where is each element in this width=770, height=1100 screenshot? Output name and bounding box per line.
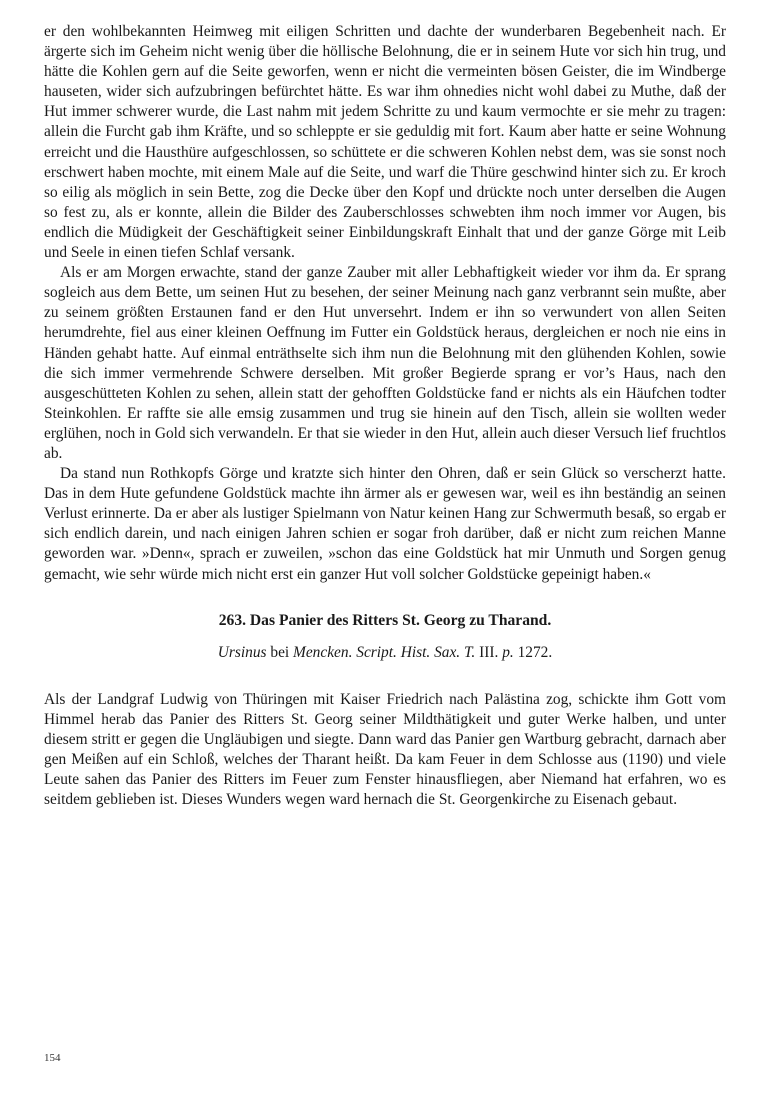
section-heading: 263. Das Panier des Ritters St. Georg zu Tharand. [218, 611, 552, 629]
source-work: Mencken. Script. Hist. Sax. T. [293, 643, 476, 661]
page-body [44, 22, 726, 810]
source-volume: III. [475, 643, 503, 661]
section-text: Als der Landgraf Ludwig von Thüringen mit Kaiser Friedrich nach Palästina zog, schickte ihm Gott vom Himmel herab das Panier des Ritters St. Georg seiner Mildthätigkeit und guter Werke halben, und unter diesem stritt er gegen die Ungläubigen und siegte. Dann ward das Panier gen Wartburg gebracht, darnach aber gen Meißen auf ein Schloß, welches der Tharant heißt. Da kam Feuer in dem Schlosse aus (1190) und viele Leute sahen das Panier des Ritters im Feuer zum Fenster hinausfliegen, aber Niemand hat erfahren, wo es seitdem geblieben ist. Dieses Wunders wegen ward hernach die St. Georgenkirche zu Eisenach gebaut. [44, 690, 726, 809]
paragraph-conclusion: Da stand nun Rothkopfs Görge und kratzte sich hinter den Ohren, daß er sein Glück so verscherzt hatte. Das in dem Hute gefundene Goldstück machte ihn ärmer als er gewesen war, weil es ihn beständig an seinen Verlust erinnerte. Da er aber als lustiger Spielmann von Natur keinen Hang zur Schwermuth besaß, so ergab er sich endlich darein, und nach einigen Jahren schien er sogar froh darüber, daß er nicht zum reichen Manne geworden war. »Denn«, sprach er zuweilen, »schon das eine Goldstück hat mir Unmuth und Sorgen genug gemacht, wie sehr würde mich nicht erst ein ganzer Hut voll solcher Goldstücke gepeinigt haben.« [44, 465, 726, 583]
source-author: Ursinus [217, 643, 267, 661]
section-source [44, 643, 726, 663]
source-connector: bei [266, 643, 294, 661]
source-page: 1272. [513, 643, 553, 661]
page-number: 154 [44, 1052, 61, 1064]
paragraph-continuation: er den wohlbekannten Heimweg mit eiligen Schritten und dachte der wunderbaren Begebenheit nach. Er ärgerte sich im Geheim nicht wenig über die höllische Belohnung, die er in seinem Hute vor sich hin trug, und hätte die Kohlen gern auf die Seite geworfen, wenn er nicht die vermeinten bösen Geister, die im Windberge hauseten, wider sich aufzubringen befürchtet hätte. Es war ihm ohnedies nicht wohl dabei zu Muthe, daß der Hut immer schwerer wurde, die Last nahm mit jedem Schritte zu und kaum vermochte er sie mehr zu tragen: allein die Furcht gab ihm Kräfte, und so schleppte er sie geduldig mit fort. Kaum aber hatte er seine Wohnung erreicht und die Hausthüre aufgeschlossen, so schüttete er die schweren Kohlen nebst dem, was sie sonst noch erschwert haben mochte, mit einem Male auf die Seite, und warf die Thüre geschwind hinter sich zu. Er kroch so eilig als möglich in sein Bette, zog die Decke über den Kopf und drückte noch unter derselben die Augen so fest zu, als er konnte, allein die Bilder des Zauberschlosses schwebten ihm noch immer vor Augen, bis endlich die Müdigkeit der Geschäftigkeit seiner Einbildungskraft Einhalt that und der ganze Görge mit Leib und Seele in einen tiefen Schlaf versank. [44, 23, 726, 262]
paragraph-morning: Als er am Morgen erwachte, stand der ganze Zauber mit aller Lebhaftigkeit wieder vor ihm da. Er sprang sogleich aus dem Bette, um seinen Hut zu besehen, der seiner Meinung nach ganz verbrannt sein mußte, aber zu seinem größten Erstaunen fand er den Hut unversehrt. Indem er ihn so verwundert von allen Seiten herumdrehte, fiel aus einer kleinen Oeffnung im Futter ein Goldstück heraus, dergleichen er noch nie eins in Händen gehabt hatte. Auf einmal enträthselte sich ihm nun die Belohnung mit den glühenden Kohlen, sowie die sich immer vermehrende Schwere derselben. Mit großer Begierde sprang er vor’s Haus, nach den ausgeschütteten Kohlen zu sehen, allein statt der gehofften Goldstücke fand er nichts als ein Häufchen todter Steinkohlen. Er raffte sie alle emsig zusammen und trug sie hinein auf den Tisch, allein sie wollten weder erglühen, noch in Gold sich verwandeln. Er that sie wieder in den Hut, allein auch dieser Versuch lief fruchtlos ab. [44, 264, 726, 462]
source-page-label: p. [502, 643, 514, 661]
